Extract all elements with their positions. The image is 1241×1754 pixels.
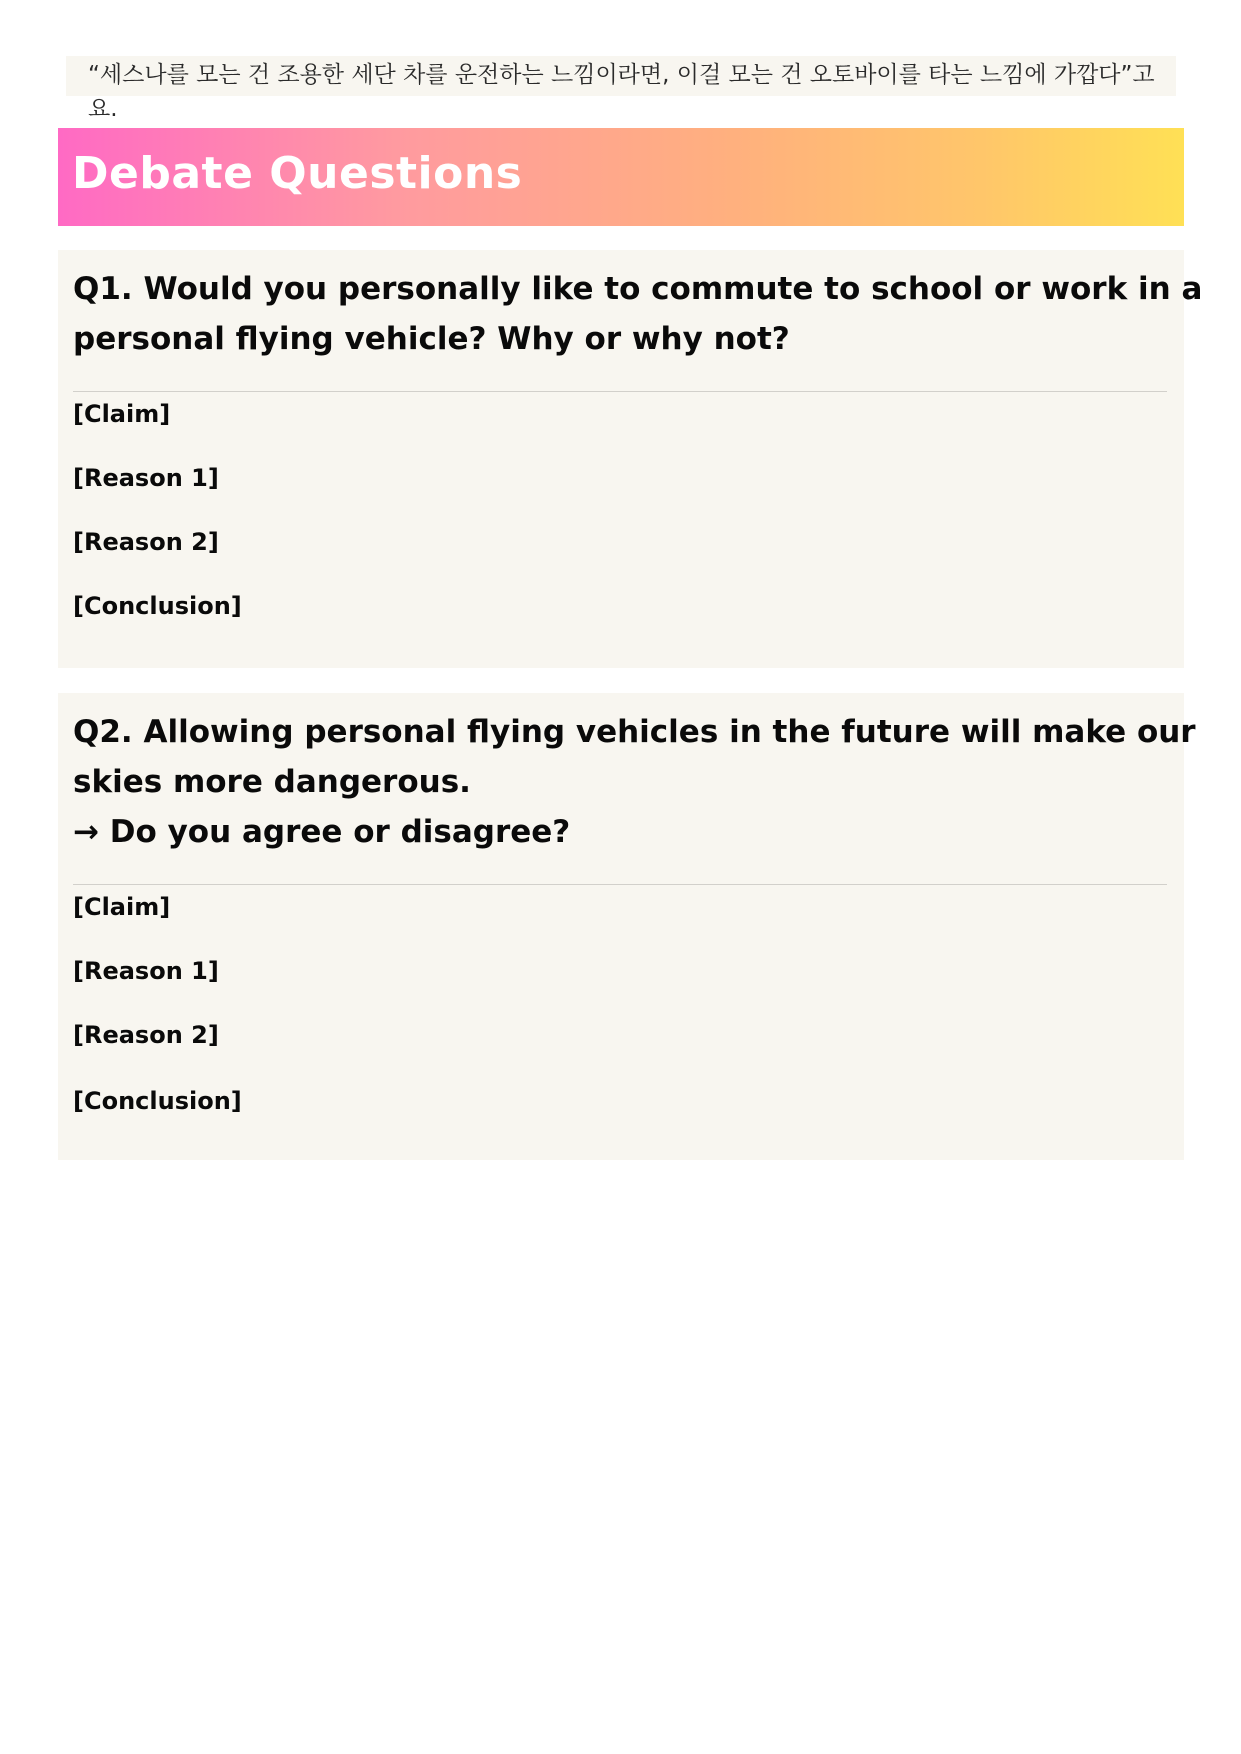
question-q2 (73, 707, 1196, 857)
field-conclusion: [Conclusion] (73, 592, 242, 620)
question-card-q1 (58, 250, 1203, 668)
divider (73, 391, 1167, 392)
question-q2-line-1: Q2. Allowing personal flying vehicles in the future will make our (73, 714, 1196, 750)
quote-text: “세스나를 모는 건 조용한 세단 차를 운전하는 느낌이라면, 이걸 모는 건 오토바이를 타는 느낌에 가깝다”고요. (88, 62, 1155, 122)
question-q2-line-2: skies more dangerous. (73, 764, 471, 800)
divider (73, 884, 1167, 885)
question-q1 (73, 264, 1203, 364)
question-q2-line-3: → Do you agree or disagree? (73, 814, 571, 850)
field-claim: [Claim] (73, 893, 171, 921)
field-conclusion: [Conclusion] (73, 1087, 242, 1115)
section-title: Debate Questions (72, 148, 523, 199)
quote-strip (66, 56, 1176, 122)
section-banner (58, 128, 1184, 226)
field-reason-2: [Reason 2] (73, 528, 219, 556)
field-reason-1: [Reason 1] (73, 957, 219, 985)
question-card-q2 (58, 693, 1196, 1160)
field-reason-2: [Reason 2] (73, 1021, 219, 1049)
question-q1-line-2: personal flying vehicle? Why or why not? (73, 321, 790, 357)
field-claim: [Claim] (73, 400, 171, 428)
question-q1-line-1: Q1. Would you personally like to commute to school or work in a (73, 271, 1203, 307)
field-reason-1: [Reason 1] (73, 464, 219, 492)
